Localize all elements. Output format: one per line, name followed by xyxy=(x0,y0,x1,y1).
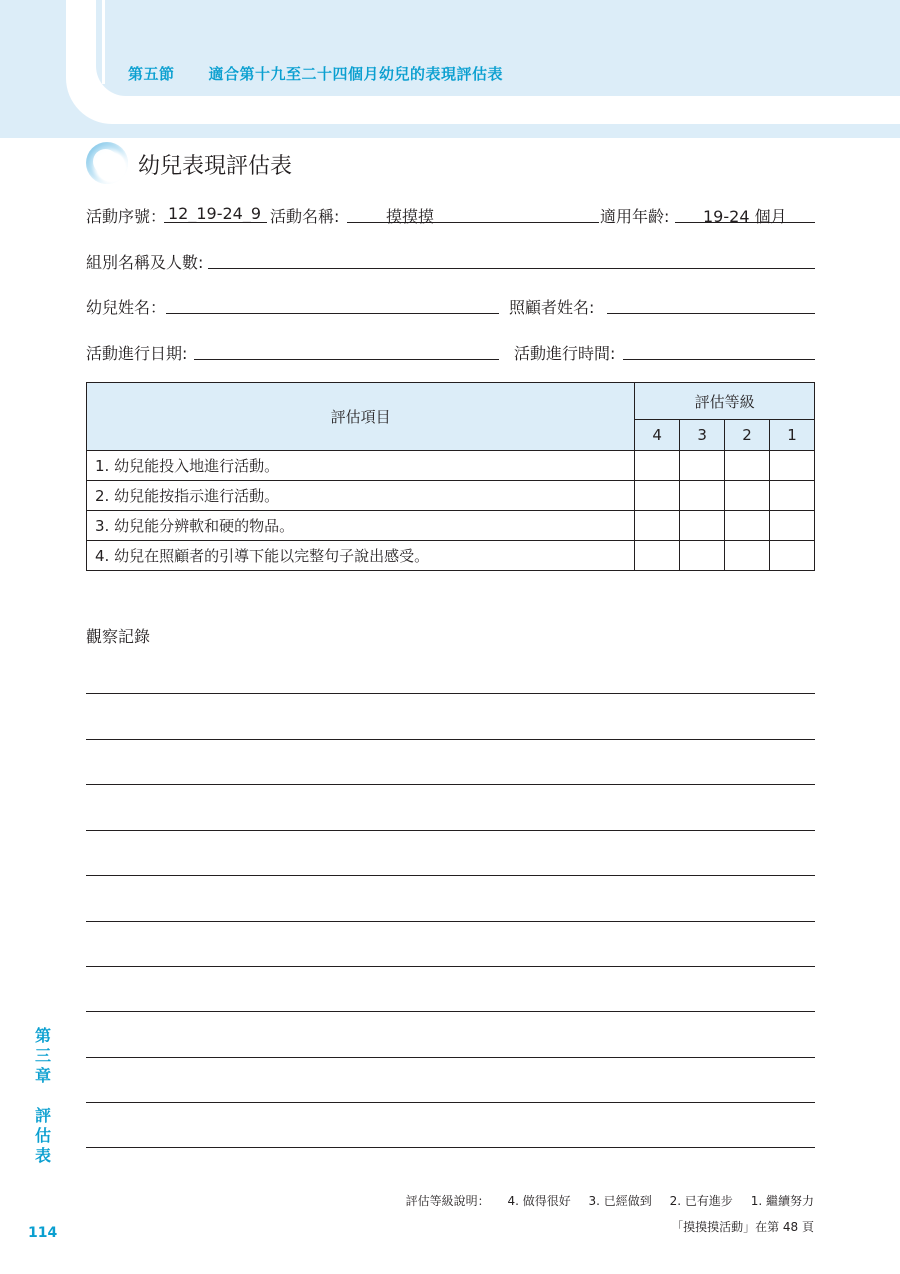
rating-cell[interactable] xyxy=(680,481,725,511)
evaluation-table xyxy=(86,382,815,571)
item-header: 評估項目 xyxy=(87,383,635,451)
observation-line[interactable] xyxy=(86,1147,815,1148)
time-field[interactable] xyxy=(623,359,815,360)
side-char: 第 xyxy=(34,1026,51,1045)
item-text: 2. 幼兒能按指示進行活動。 xyxy=(87,481,635,511)
activity-number-label: 活動序號： xyxy=(86,207,167,226)
rating-cell[interactable] xyxy=(635,541,680,571)
rating-legend xyxy=(406,1192,814,1209)
side-char: 章 xyxy=(34,1066,51,1085)
legend-item: 1. 繼續努力 xyxy=(750,1194,814,1208)
document-title: 幼兒表現評估表 xyxy=(138,154,293,179)
rating-cell[interactable] xyxy=(635,481,680,511)
level-header: 評估等級 xyxy=(635,383,815,420)
date-label: 活動進行日期: xyxy=(86,344,188,363)
rating-cell[interactable] xyxy=(725,511,770,541)
activity-name-line xyxy=(347,222,599,223)
chapter-side-tab xyxy=(33,1026,53,1166)
observation-line[interactable] xyxy=(86,966,815,967)
side-char: 評 xyxy=(34,1106,51,1125)
level-4-header: 4 xyxy=(635,420,680,451)
caregiver-name-field[interactable] xyxy=(607,313,815,314)
page-reference: 「摸摸摸活動」在第 48 頁 xyxy=(671,1220,814,1234)
rating-cell[interactable] xyxy=(770,511,815,541)
activity-number-value: 12_19-24_9 xyxy=(168,204,262,223)
caregiver-name-label: 照顧者姓名: xyxy=(509,298,595,317)
rating-cell[interactable] xyxy=(635,511,680,541)
rating-cell[interactable] xyxy=(680,511,725,541)
observation-line[interactable] xyxy=(86,1011,815,1012)
table-row xyxy=(87,511,815,541)
legend-item: 2. 已有進步 xyxy=(669,1194,733,1208)
rating-cell[interactable] xyxy=(770,481,815,511)
table-row xyxy=(87,481,815,511)
section-number: 第五節 xyxy=(128,65,175,83)
rating-cell[interactable] xyxy=(725,481,770,511)
level-2-header: 2 xyxy=(725,420,770,451)
side-char: 三 xyxy=(34,1046,51,1065)
rating-cell[interactable] xyxy=(725,541,770,571)
legend-label: 評估等級說明： xyxy=(405,1194,490,1208)
item-text: 4. 幼兒在照顧者的引導下能以完整句子說出感受。 xyxy=(87,541,635,571)
rating-cell[interactable] xyxy=(635,451,680,481)
table-row xyxy=(87,541,815,571)
rating-cell[interactable] xyxy=(680,541,725,571)
age-value: 19-24 個月 xyxy=(703,207,787,226)
observation-label: 觀察記錄 xyxy=(86,627,151,646)
table-row xyxy=(87,451,815,481)
section-title: 適合第十九至二十四個月幼兒的表現評估表 xyxy=(208,65,504,83)
header-banner-divider xyxy=(102,0,105,84)
rating-cell[interactable] xyxy=(770,451,815,481)
legend-item: 4. 做得很好 xyxy=(507,1194,571,1208)
bubble-icon xyxy=(86,142,128,184)
observation-line[interactable] xyxy=(86,1057,815,1058)
child-name-field[interactable] xyxy=(166,313,499,314)
page-number: 114 xyxy=(28,1225,58,1241)
rating-cell[interactable] xyxy=(770,541,815,571)
section-heading xyxy=(128,63,503,84)
time-label: 活動進行時間: xyxy=(514,344,616,363)
date-field[interactable] xyxy=(194,359,499,360)
observation-line[interactable] xyxy=(86,784,815,785)
rating-cell[interactable] xyxy=(680,451,725,481)
group-field[interactable] xyxy=(208,268,815,269)
observation-line[interactable] xyxy=(86,921,815,922)
item-text: 1. 幼兒能投入地進行活動。 xyxy=(87,451,635,481)
activity-name-value: 摸摸摸 xyxy=(386,207,435,226)
observation-line[interactable] xyxy=(86,693,815,694)
observation-line[interactable] xyxy=(86,1102,815,1103)
child-name-label: 幼兒姓名： xyxy=(86,298,167,317)
rating-cell[interactable] xyxy=(725,451,770,481)
level-1-header: 1 xyxy=(770,420,815,451)
observation-line[interactable] xyxy=(86,739,815,740)
side-char: 表 xyxy=(34,1146,51,1165)
group-label: 組別名稱及人數: xyxy=(86,253,204,272)
age-label: 適用年齡: xyxy=(600,207,670,226)
activity-name-label: 活動名稱: xyxy=(270,207,340,226)
observation-line[interactable] xyxy=(86,875,815,876)
level-3-header: 3 xyxy=(680,420,725,451)
legend-item: 3. 已經做到 xyxy=(588,1194,652,1208)
side-char: 估 xyxy=(34,1126,51,1145)
item-text: 3. 幼兒能分辨軟和硬的物品。 xyxy=(87,511,635,541)
observation-line[interactable] xyxy=(86,830,815,831)
